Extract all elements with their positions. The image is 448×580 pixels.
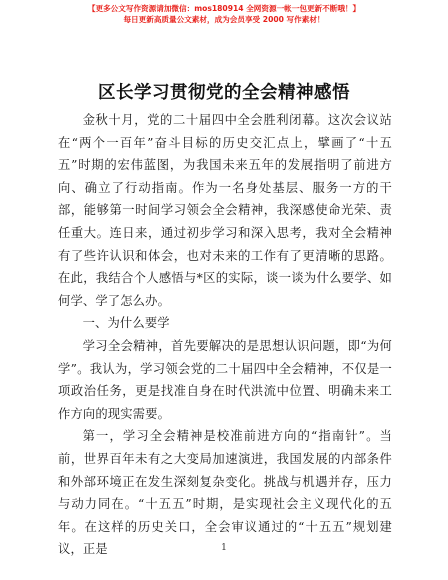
paragraph-intro: 金秋十月，党的二十届四中全会胜利闭幕。这次会议站在“两个一百年”奋斗目标的历史交汇点上，擘画了“十五五”时期的宏伟蓝图，为我国未来五年的发展指明了前进方向、确立了行动指南。作为一名身处基层、服务一方的干部，能够第一时间学习领会全会精神，我深感使命光荣、责任重大。连日来，通过初步学习和深入思考，我对全会精神有了些许认识和体会，也对未来的工作有了更清晰的思路。在此，我结合个人感悟与*区的实际，谈一谈为什么要学、如何学、学了怎么办。 [58,113,392,308]
promo-banner [0,3,448,25]
promo-banner-line-1: 【更多公文写作资源请加微信：mos180914 全网资源一帐一包更新不断哦！】 [87,4,361,13]
promo-banner-line-2: 每日更新高质量公文素材，成为会员享受 2000 写作素材！ [123,15,325,24]
paragraph-point-1: 第一，学习全会精神是校准前进方向的“指南针”。当前，世界百年未有之大变局加速演进，我国发展的内部条件和外部环境正在发生深刻复杂变化。挑战与机遇并存，压力与动力同在。“十五五”时期，是实现社会主义现代化的五年。在这样的历史关口，全会审议通过的“十五五”规划建议，正是 [58,429,392,557]
document-title: 区长学习贯彻党的全会精神感悟 [98,83,350,103]
section-heading-1: 一、为什么要学 [82,316,170,331]
paragraph-why-learn: 学习全会精神，首先要解决的是思想认识问题，即“为何学”。我认为，学习领会党的二十届四中全会精神，不仅是一项政治任务，更是找准自身在时代洪流中位置、明确未来工作方向的现实需要。 [58,338,392,421]
document-body [58,109,392,561]
page-number: 1 [221,543,227,553]
